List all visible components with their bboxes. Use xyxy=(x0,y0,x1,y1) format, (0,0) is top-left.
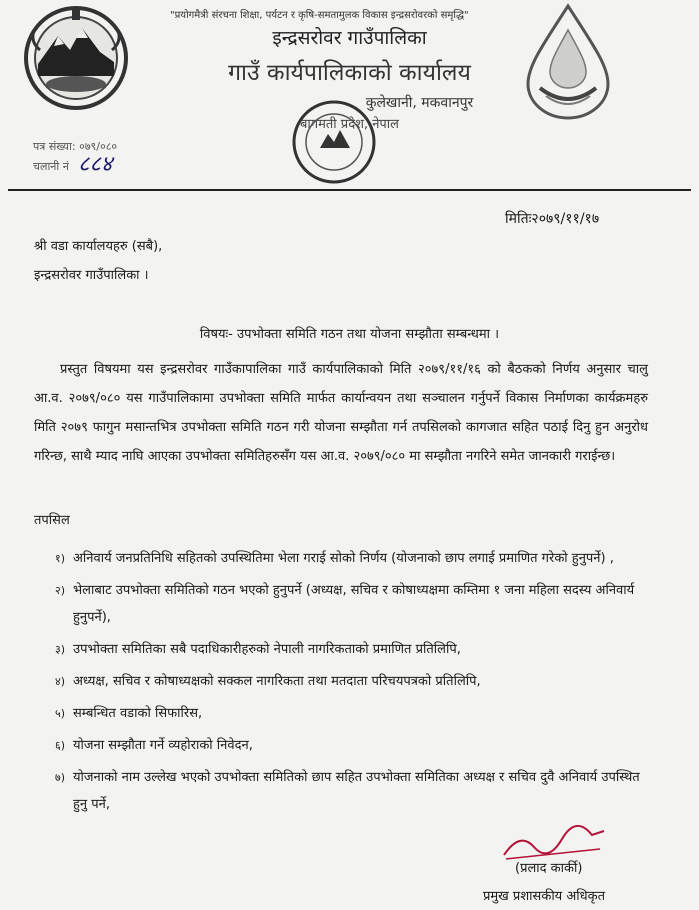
dispatch-number: ८८४ xyxy=(78,152,113,177)
list-item-number: ३) xyxy=(55,643,66,656)
letter-date: मितिः२०७९/११/१७ xyxy=(505,211,600,227)
list-item xyxy=(55,577,645,631)
motto: "प्रयोगमैत्री संरचना शिक्षा, पर्यटन र कृषि-समतामुलक विकास इन्द्रसरोवरको समृद्धि" xyxy=(170,10,469,21)
office-name: गाउँ कार्यपालिकाको कार्यालय xyxy=(228,60,471,86)
list-item-text: सम्बन्धित वडाको सिफारिस, xyxy=(73,706,203,721)
office-seal-stamp xyxy=(290,98,378,186)
list-item xyxy=(55,545,645,572)
letter-body: प्रस्तुत विषयमा यस इन्द्रसरोवर गाउँकापालिका गाउँ कार्यपालिकाको मिति २०७९/११/१६ को बैठकको निर्णय अनुसार चालु आ.व. २०७९/०८० यस गाउँपालिकामा उपभोक्ता समिति मार्फत कार्यान्वयन तथा सञ्चालन गर्नुपर्ने विकास निर्माणका कार्यक्रमहरु मिति २०७९ फागुन मसान्तभित्र उपभोक्ता समिति गठन गरी योजना सम्झौता गर्न तपसिलको कागजात सहित पठाई दिनु हुन अनुरोध गरिन्छ, साथै म्याद नाघि आएका उपभोक्ता समितिहरुसँग यस आ.व. २०७९/०८० मा सम्झौता नगरिने समेत जानकारी गराईन्छ। xyxy=(34,362,648,464)
list-item xyxy=(55,700,645,727)
requirements-list xyxy=(55,545,645,823)
list-item-text: योजनाको नाम उल्लेख भएको उपभोक्ता समितिको छाप सहित उपभोक्ता समितिका अध्यक्ष र सचिव दुवै अनिवार्य उपस्थित हुनु पर्ने, xyxy=(73,770,640,812)
office-location: कुलेखानी, मकवानपुर xyxy=(365,95,474,111)
header-divider xyxy=(8,189,691,191)
list-item-text: अनिवार्य जनप्रतिनिधि सहितको उपस्थितिमा भेला गराई सोको निर्णय (योजनाको छाप लगाई प्रमाणित गरेको हुनुपर्ने) , xyxy=(73,551,614,566)
dispatch-label: चलानी नं xyxy=(33,160,69,173)
list-item xyxy=(55,668,645,695)
list-item xyxy=(55,732,645,759)
list-item-text: उपभोक्ता समितिका सबै पदाधिकारीहरुको नेपाली नागरिकताको प्रमाणित प्रतिलिपि, xyxy=(73,642,461,657)
list-item-text: योजना सम्झौता गर्ने व्यहोराको निवेदन, xyxy=(73,738,253,753)
signatory-name: (प्रलाद कार्की) xyxy=(515,861,583,876)
office-province: बागमती प्रदेश, नेपाल xyxy=(300,117,399,132)
list-item-number: ७) xyxy=(55,771,66,784)
list-item-number: १) xyxy=(55,552,66,565)
list-item-text: भेलाबाट उपभोक्ता समितिको गठन भएको हुनुपर्ने (अध्यक्ष, सचिव र कोषाध्यक्षमा कम्तिमा १ जना महिला सदस्य अनिवार्य हुनुपर्ने), xyxy=(73,583,635,625)
addressee-line-1: श्री वडा कार्यालयहरु (सबै), xyxy=(34,239,163,254)
list-item xyxy=(55,764,645,818)
list-item-number: ५) xyxy=(55,707,66,720)
list-heading: तपसिल xyxy=(34,513,70,528)
list-item-number: २) xyxy=(55,584,66,597)
letter-number: पत्र संख्या: ०७९/०८० xyxy=(33,140,118,153)
addressee-line-2: इन्द्रसरोवर गाउँपालिका । xyxy=(34,268,149,283)
municipality-name: इन्द्रसरोवर गाउँपालिका xyxy=(272,27,427,49)
list-item xyxy=(55,636,645,663)
list-item-number: ४) xyxy=(55,675,66,688)
list-item-text: अध्यक्ष, सचिव र कोषाध्यक्षको सक्कल नागरिकता तथा मतदाता परिचयपत्रको प्रतिलिपि, xyxy=(73,674,481,689)
signatory-title: प्रमुख प्रशासकीय अधिकृत xyxy=(483,889,606,904)
list-item-number: ६) xyxy=(55,739,66,752)
letter-subject: विषयः- उपभोक्ता समिति गठन तथा योजना सम्झौता सम्बन्धमा । xyxy=(199,327,500,342)
